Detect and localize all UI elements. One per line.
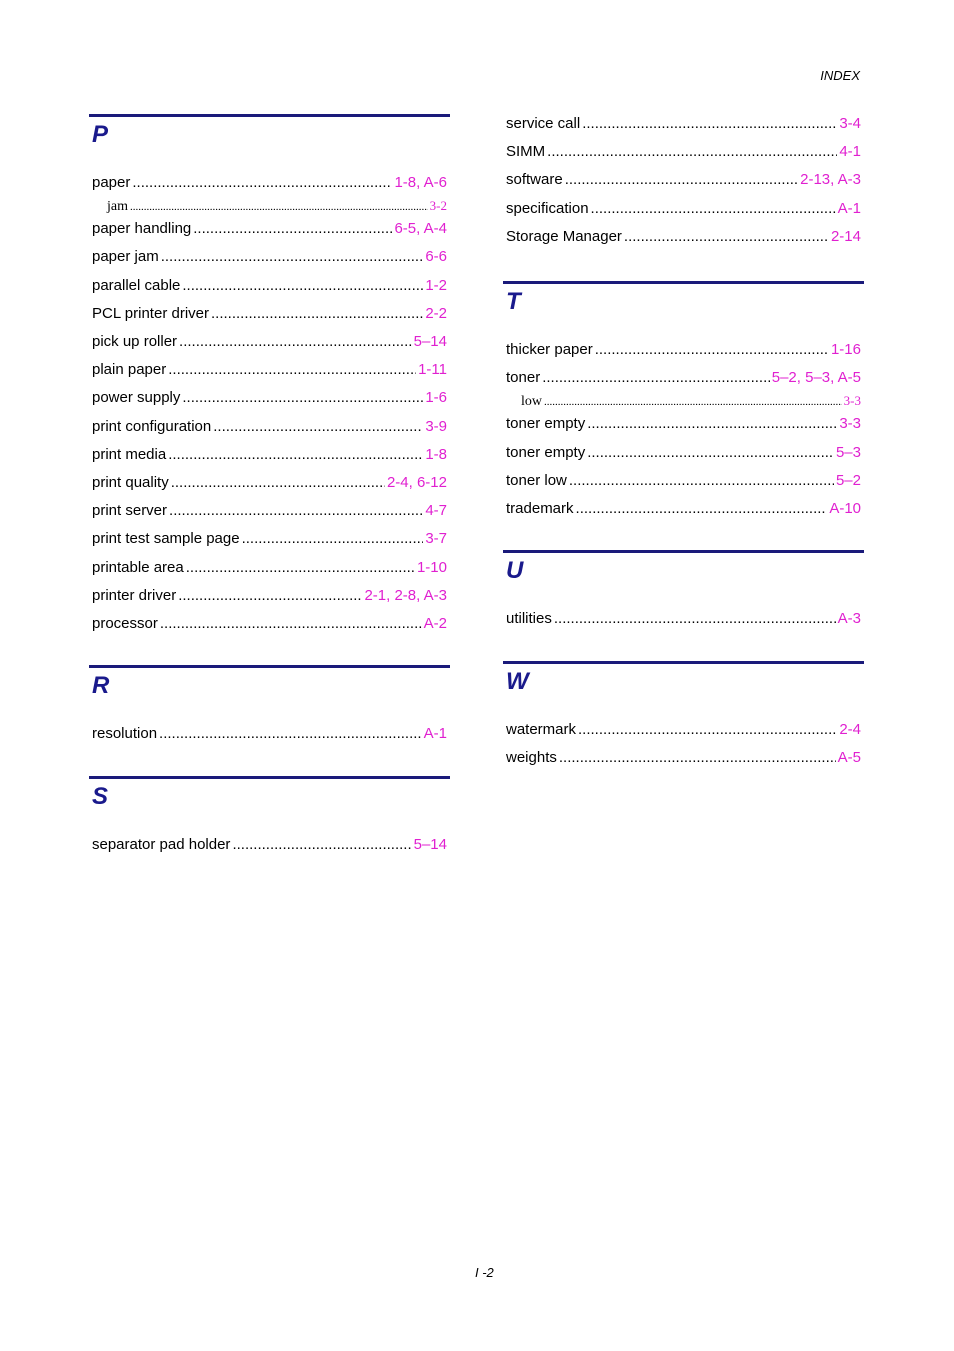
entry-page-reference[interactable]: 4-7 [425,502,447,520]
entry-list [89,169,450,638]
index-section-t [503,281,864,523]
entry-page-reference[interactable]: 2-1, 2-8, A-3 [364,586,447,604]
entry-page-reference[interactable]: 2-13, A-3 [800,171,861,189]
entry-page-reference[interactable]: 1-8, A-6 [394,174,447,191]
entry-page-reference[interactable]: 5–14 [413,836,447,853]
dot-leader [587,410,837,438]
entry-term: paper jam [92,248,159,266]
entry-term: thicker paper [506,341,593,358]
entry-page-reference[interactable]: 3-2 [429,198,447,214]
section-letter: P [92,121,109,148]
dot-leader [132,169,392,197]
dot-leader [159,720,422,748]
index-entry [503,195,864,223]
entry-page-reference[interactable]: A-2 [423,615,447,633]
section-letter: R [92,672,110,699]
dot-leader [576,495,828,523]
index-entry [503,744,864,772]
entry-term: watermark [506,721,577,738]
index-entry [503,467,864,495]
entry-term: separator pad holder [92,836,231,853]
entry-term: service call [506,115,581,132]
entry-page-reference[interactable]: 1-11 [418,361,447,379]
entry-term: specification [506,199,589,217]
index-entry [503,138,864,166]
dot-leader [232,831,411,859]
entry-term: toner low [506,471,567,489]
index-section-s-continued [503,110,864,251]
dot-leader [182,384,423,412]
entry-page-reference[interactable]: 5–3 [835,443,861,461]
section-divider [503,281,864,284]
index-entry [503,605,864,633]
entry-term: pick up roller [92,333,178,351]
dot-leader [542,364,770,392]
page-header: INDEX [820,68,860,83]
index-entry [503,110,864,138]
entry-term: processor [92,615,158,633]
section-letter: T [506,288,521,315]
section-letter: W [506,668,529,695]
entry-list [503,716,864,772]
entry-term: toner empty [506,443,586,461]
dot-leader [544,393,842,411]
index-entry [503,166,864,194]
entry-page-reference[interactable]: 5–14 [413,333,447,351]
index-entry [89,300,450,328]
dot-leader [547,138,837,166]
entry-term: printable area [92,558,184,576]
dot-leader [171,469,385,497]
index-entry [503,410,864,438]
section-divider [503,550,864,553]
dot-leader [179,328,412,356]
index-section-p [89,114,450,638]
entry-page-reference[interactable]: 3-3 [839,415,861,433]
entry-list [503,605,864,633]
entry-term: Storage Manager [506,227,622,245]
page-number: I -2 [475,1265,494,1280]
dot-leader [178,582,362,610]
entry-list [89,831,450,859]
dot-leader [168,356,416,384]
index-entry [503,223,864,251]
entry-term: toner empty [506,415,586,433]
dot-leader [569,467,834,495]
section-divider [89,776,450,779]
index-entry [503,439,864,467]
index-entry [89,497,450,525]
entry-page-reference[interactable]: 3-7 [425,530,447,548]
dot-leader [130,198,428,216]
entry-term: print quality [92,474,169,492]
entry-term: SIMM [506,143,546,161]
index-entry [89,610,450,638]
index-section-s [89,776,450,859]
dot-leader [587,439,834,467]
entry-page-reference[interactable]: 1-2 [425,276,447,294]
entry-page-reference[interactable]: 4-1 [839,143,861,161]
entry-page-reference[interactable]: A-5 [837,749,861,767]
dot-leader [168,441,423,469]
entry-list [89,720,450,748]
entry-page-reference[interactable]: 5–2 [835,471,861,489]
index-entry [89,169,450,197]
index-entry [89,272,450,300]
index-entry [503,716,864,744]
entry-page-reference[interactable]: 3-4 [839,115,861,132]
index-entry [89,384,450,412]
entry-page-reference[interactable]: 1-8 [425,445,447,463]
entry-term: weights [506,749,557,767]
entry-page-reference[interactable]: 1-16 [830,341,861,358]
index-entry [89,831,450,859]
index-entry [89,215,450,243]
dot-leader [554,605,836,633]
dot-leader [559,744,836,772]
entry-term: paper [92,174,131,191]
entry-page-reference[interactable]: 1-6 [425,389,447,407]
dot-leader [595,336,829,364]
entry-page-reference[interactable]: 1-10 [416,558,447,576]
entry-page-reference[interactable]: 3-3 [843,393,861,409]
entry-term: paper handling [92,220,192,238]
index-entry [503,336,864,364]
dot-leader [161,243,424,271]
entry-term: print configuration [92,417,212,435]
entry-term: trademark [506,500,574,518]
entry-term: low [521,394,542,410]
entry-term: resolution [92,725,158,742]
dot-leader [182,272,423,300]
entry-list [503,336,864,523]
entry-term: print media [92,445,167,463]
index-entry [89,441,450,469]
entry-page-reference[interactable]: 2-14 [830,227,861,245]
dot-leader [578,716,837,744]
dot-leader [242,525,424,553]
entry-page-reference[interactable]: A-1 [837,199,861,217]
index-section-r [89,665,450,748]
index-entry [89,720,450,748]
entry-page-reference[interactable]: 3-9 [425,417,447,435]
index-entry [89,582,450,610]
index-entry [89,413,450,441]
entry-term: print server [92,502,168,520]
index-entry [89,243,450,271]
index-subentry [89,197,450,215]
entry-page-reference[interactable]: 6-6 [425,248,447,266]
entry-page-reference[interactable]: 6-5, A-4 [394,220,447,238]
entry-term: printer driver [92,586,177,604]
index-subentry [503,392,864,410]
entry-term: toner [506,369,541,387]
index-section-u [503,550,864,633]
dot-leader [169,497,423,525]
section-divider [89,665,450,668]
section-divider [89,114,450,117]
index-entry [89,554,450,582]
entry-page-reference[interactable]: 2-4, 6-12 [386,474,447,492]
index-entry [89,356,450,384]
entry-list [503,110,864,251]
dot-leader [591,195,836,223]
index-entry [503,495,864,523]
section-divider [503,661,864,664]
dot-leader [186,554,415,582]
dot-leader [211,300,423,328]
index-entry [89,525,450,553]
section-letter: U [506,557,524,584]
entry-term: parallel cable [92,276,181,294]
index-entry [503,364,864,392]
index-section-w [503,661,864,772]
entry-page-reference[interactable]: A-1 [423,725,447,742]
dot-leader [160,610,422,638]
dot-leader [193,215,392,243]
index-entry [89,328,450,356]
entry-page-reference[interactable]: A-10 [829,500,861,518]
dot-leader [213,413,423,441]
entry-term: software [506,171,563,189]
entry-page-reference[interactable]: A-3 [837,610,861,627]
entry-term: PCL printer driver [92,304,209,322]
entry-page-reference[interactable]: 2-4 [839,721,861,738]
dot-leader [565,166,798,194]
entry-term: power supply [92,389,181,407]
dot-leader [582,110,837,138]
dot-leader [624,223,829,251]
entry-page-reference[interactable]: 2-2 [425,304,447,322]
index-entry [89,469,450,497]
entry-page-reference[interactable]: 5–2, 5–3, A-5 [771,369,861,387]
section-letter: S [92,783,109,810]
entry-term: jam [107,199,128,215]
entry-term: utilities [506,610,552,627]
entry-term: plain paper [92,361,167,379]
entry-term: print test sample page [92,530,240,548]
